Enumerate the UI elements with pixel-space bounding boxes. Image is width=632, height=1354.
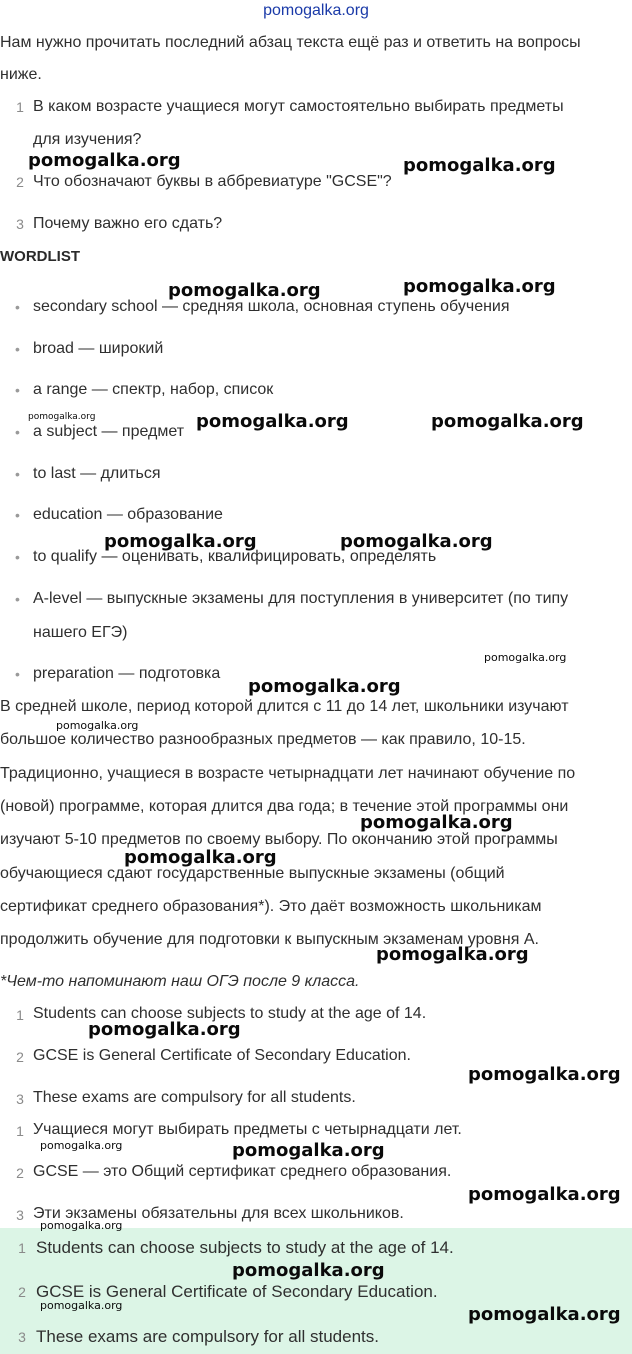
paragraph-line: Традиционно, учащиеся в возрасте четырнадцати лет начинают обучение по — [0, 765, 576, 782]
list-number: 2 — [16, 174, 24, 190]
bullet-icon: • — [15, 591, 20, 607]
watermark: pomogalka.org — [248, 676, 401, 697]
list-number: 2 — [18, 1284, 26, 1300]
wordlist-item: to qualify — оценивать, квалифицировать, определять — [33, 548, 437, 565]
watermark: pomogalka.org — [403, 155, 556, 176]
list-number: 1 — [16, 99, 24, 115]
question-text: Что обозначают буквы в аббревиатуре "GCSE"? — [33, 173, 392, 190]
watermark: pomogalka.org — [340, 531, 493, 552]
watermark: pomogalka.org — [468, 1064, 621, 1085]
paragraph-line: сертификат среднего образования*). Это даёт возможность школьникам — [0, 898, 542, 915]
paragraph-line: В средней школе, период которой длится с 11 до 14 лет, школьники изучают — [0, 698, 569, 715]
bullet-icon: • — [15, 382, 20, 398]
bullet-icon: • — [15, 466, 20, 482]
watermark: pomogalka.org — [468, 1304, 621, 1325]
bullet-icon: • — [15, 341, 20, 357]
paragraph-line: изучают 5-10 предметов по своему выбору. По окончанию этой программы — [0, 831, 558, 848]
question-text: для изучения? — [33, 131, 142, 148]
answer-text: GCSE is General Certificate of Secondary Education. — [33, 1047, 411, 1064]
watermark: pomogalka.org — [232, 1260, 385, 1281]
watermark: pomogalka.org — [484, 651, 567, 664]
list-number: 1 — [16, 1123, 24, 1139]
watermark: pomogalka.org — [104, 531, 257, 552]
bullet-icon: • — [15, 507, 20, 523]
list-number: 2 — [16, 1049, 24, 1065]
watermark: pomogalka.org — [28, 412, 96, 422]
highlighted-answers — [0, 1228, 632, 1354]
question-text: В каком возрасте учащиеся могут самостоятельно выбирать предметы — [33, 98, 564, 115]
footnote: *Чем-то напоминают наш ОГЭ после 9 класса. — [0, 973, 360, 990]
watermark: pomogalka.org — [28, 150, 181, 171]
watermark: pomogalka.org — [431, 411, 584, 432]
answer-text: These exams are compulsory for all students. — [36, 1327, 379, 1346]
watermark: pomogalka.org — [403, 276, 556, 297]
wordlist-item: a range — спектр, набор, список — [33, 381, 274, 398]
wordlist-item: education — образование — [33, 506, 223, 523]
answer-text: GCSE is General Certificate of Secondary Education. — [36, 1282, 438, 1301]
bullet-icon: • — [15, 299, 20, 315]
bullet-icon: • — [15, 549, 20, 565]
paragraph-line: большое количество разнообразных предметов — как правило, 10-15. — [0, 731, 526, 748]
wordlist-item: secondary school — средняя школа, основная ступень обучения — [33, 298, 510, 315]
wordlist-item: a subject — предмет — [33, 423, 185, 440]
wordlist-item: to last — длиться — [33, 465, 161, 482]
intro-line: Нам нужно прочитать последний абзац текста ещё раз и ответить на вопросы — [0, 34, 581, 51]
answer-text: These exams are compulsory for all students. — [33, 1089, 356, 1106]
answer-text: Students can choose subjects to study at the age of 14. — [36, 1238, 454, 1257]
list-number: 3 — [16, 1091, 24, 1107]
answer-text: GCSE — это Общий сертификат среднего образования. — [33, 1163, 452, 1180]
wordlist-item: broad — широкий — [33, 340, 164, 357]
question-text: Почему важно его сдать? — [33, 215, 223, 232]
list-number: 2 — [16, 1165, 24, 1181]
watermark: pomogalka.org — [232, 1140, 385, 1161]
list-number: 3 — [16, 216, 24, 232]
watermark: pomogalka.org — [124, 847, 277, 868]
wordlist-item: нашего ЕГЭ) — [33, 624, 128, 641]
watermark: pomogalka.org — [360, 812, 513, 833]
watermark: pomogalka.org — [376, 944, 529, 965]
watermark: pomogalka.org — [56, 719, 139, 732]
paragraph-line: (новой) программе, которая длится два года; в течение этой программы они — [0, 798, 569, 815]
watermark: pomogalka.org — [40, 1219, 123, 1232]
wordlist-item: preparation — подготовка — [33, 665, 221, 682]
watermark: pomogalka.org — [40, 1299, 123, 1312]
answer-text: Эти экзамены обязательны для всех школьников. — [33, 1205, 404, 1222]
intro-line: ниже. — [0, 66, 42, 83]
answer-text: Учащиеся могут выбирать предметы с четырнадцати лет. — [33, 1121, 462, 1138]
watermark: pomogalka.org — [196, 411, 349, 432]
answer-text: Students can choose subjects to study at the age of 14. — [33, 1005, 427, 1022]
list-number: 1 — [16, 1007, 24, 1023]
list-number: 3 — [16, 1207, 24, 1223]
bullet-icon: • — [15, 666, 20, 682]
watermark-top: pomogalka.org — [263, 2, 369, 19]
wordlist-item: A-level — выпускные экзамены для поступления в университет (по типу — [33, 590, 569, 607]
paragraph-line: продолжить обучение для подготовки к выпускным экзаменам уровня А. — [0, 931, 539, 948]
list-number: 3 — [18, 1329, 26, 1345]
watermark: pomogalka.org — [168, 280, 321, 301]
paragraph-line: обучающиеся сдают государственные выпускные экзамены (общий — [0, 865, 505, 882]
wordlist-heading: WORDLIST — [0, 248, 80, 265]
list-number: 1 — [18, 1240, 26, 1256]
watermark: pomogalka.org — [468, 1184, 621, 1205]
watermark: pomogalka.org — [88, 1019, 241, 1040]
watermark: pomogalka.org — [40, 1139, 123, 1152]
bullet-icon: • — [15, 424, 20, 440]
